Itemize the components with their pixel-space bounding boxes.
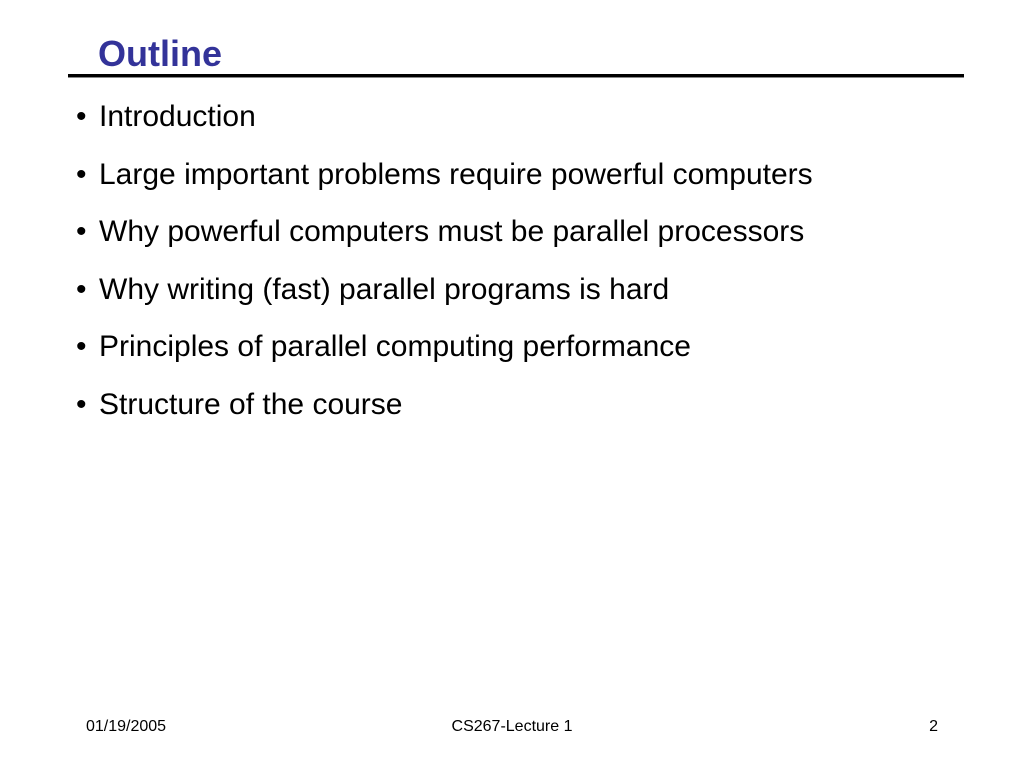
bullet-text: Structure of the course <box>99 387 403 421</box>
bullet-item <box>76 97 813 155</box>
bullet-text: Large important problems require powerful computers <box>99 157 813 191</box>
bullet-icon: • <box>76 330 87 363</box>
footer-course-label: CS267-Lecture 1 <box>451 718 573 735</box>
bullet-icon: • <box>76 100 87 133</box>
bullet-icon: • <box>76 387 87 421</box>
bullet-list <box>76 97 813 442</box>
bullet-text: Introduction <box>99 100 256 133</box>
title-underline <box>68 74 964 77</box>
bullet-icon: • <box>76 215 87 248</box>
bullet-text: Principles of parallel computing performance <box>99 330 691 363</box>
bullet-item <box>76 155 813 213</box>
bullet-item <box>76 327 813 385</box>
bullet-item <box>76 270 813 328</box>
footer-date: 01/19/2005 <box>86 718 167 735</box>
bullet-icon: • <box>76 157 87 191</box>
footer-page-number: 2 <box>929 718 938 735</box>
bullet-text: Why writing (fast) parallel programs is hard <box>99 272 670 306</box>
bullet-item <box>76 212 813 270</box>
bullet-item <box>76 385 813 443</box>
bullet-icon: • <box>76 272 87 306</box>
slide-title: Outline <box>98 33 222 74</box>
bullet-text: Why powerful computers must be parallel processors <box>99 215 805 248</box>
